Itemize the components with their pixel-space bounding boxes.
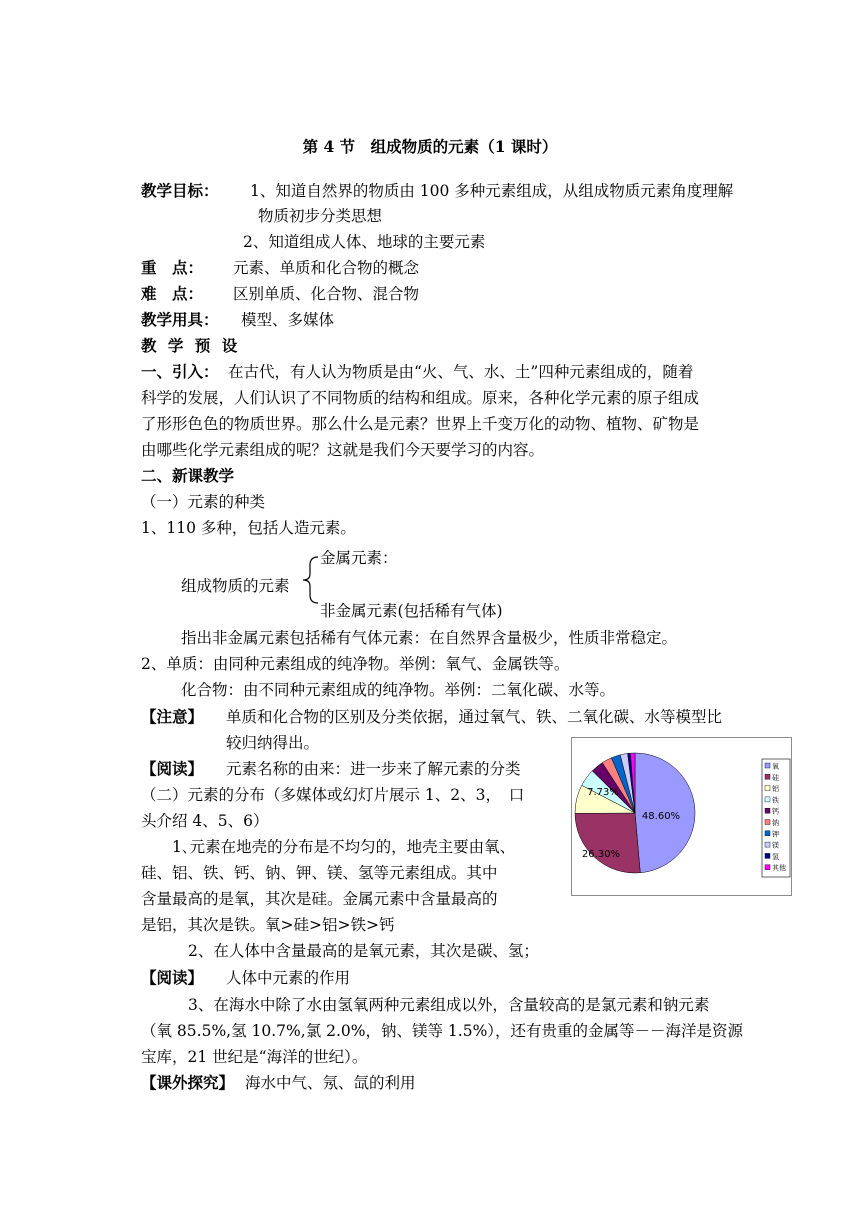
read-text-2: 人体中元素的作用 — [226, 969, 351, 987]
preset-heading: 教 学 预 设 — [141, 336, 241, 355]
read-label-2: 【阅读】 — [141, 968, 204, 987]
legend-label-4: 铁 — [772, 796, 779, 805]
legend-swatch-10 — [765, 865, 770, 870]
intro-line1: 在古代，有人认为物质是由“火、气、水、土”四种元素组成的，随着 — [228, 363, 694, 381]
body-elements: 2、在人体中含量最高的是氧元素，其次是碳、氢； — [188, 942, 539, 960]
sea-line3: 宝库，21 世纪是“海洋的世纪）。 — [141, 1048, 368, 1066]
note-line2: 较归纳得出。 — [226, 734, 320, 752]
tools-label: 教学用具： — [141, 310, 219, 329]
classify-metal: 金属元素： — [320, 549, 398, 567]
read-text-1: 元素名称的由来：进一步来了解元素的分类 — [226, 760, 521, 778]
legend-swatch-2 — [765, 774, 770, 779]
classify-nonmetal: 非金属元素(包括稀有气体) — [320, 602, 503, 620]
legend-swatch-6 — [765, 820, 770, 825]
sea-line1: 3、在海水中除了水由氢氧两种元素组成以外，含量较高的是氯元素和钠元素 — [188, 996, 710, 1014]
legend-label-5: 钙 — [772, 807, 779, 816]
legend-label-8: 镁 — [772, 841, 779, 850]
intro-label: 一、引入： — [141, 362, 219, 381]
tools-text: 模型、多媒体 — [241, 311, 335, 329]
goals-line1: 1、知道自然界的物质由 100 多种元素组成，从组成物质元素角度理解 — [250, 182, 734, 200]
crust-element-pie-chart — [571, 737, 792, 896]
point-1: 1、110 多种，包括人造元素。 — [141, 519, 356, 537]
section-element-kinds: （一）元素的种类 — [141, 493, 266, 511]
intro-line4: 由哪些化学元素组成的呢？这就是我们今天要学习的内容。 — [141, 441, 545, 459]
crust-line3: 含量最高的是氧，其次是硅。金属元素中含量最高的 — [141, 890, 498, 908]
explore-text: 海水中气、氖、氙的利用 — [245, 1074, 416, 1092]
compound-definition: 化合物：由不同种元素组成的纯净物。举例：二氧化碳、水等。 — [181, 681, 616, 699]
legend-label-2: 硅 — [772, 773, 779, 782]
legend-swatch-1 — [765, 763, 770, 768]
new-lesson-heading: 二、新课教学 — [141, 466, 235, 485]
crust-line2: 硅、铝、铁、钙、钠、钾、镁、氢等元素组成。其中 — [141, 864, 498, 882]
difficulty-label: 难 点： — [141, 284, 204, 303]
legend-label-10: 其他 — [772, 864, 786, 873]
legend-label-7: 钾 — [772, 830, 779, 839]
legend-label-6: 钠 — [772, 819, 779, 827]
pie-slice-2 — [575, 813, 640, 873]
goals-label: 教学目标： — [141, 181, 219, 200]
legend-label-1: 氧 — [772, 762, 779, 771]
legend-label-9: 氢 — [772, 852, 779, 861]
sea-line2: （氧 85.5%,氢 10.7%,氯 2.0%，钠、镁等 1.5%），还有贵重的金属等－－海洋是资源 — [141, 1022, 744, 1040]
legend-swatch-8 — [765, 842, 770, 847]
legend-swatch-4 — [765, 797, 770, 802]
note-label: 【注意】 — [141, 707, 204, 726]
intro-line2: 科学的发展，人们认识了不同物质的结构和组成。原来，各种化学元素的原子组成 — [141, 389, 700, 407]
focus-label: 重 点： — [141, 258, 204, 277]
pie-data-label-1: 48.60% — [641, 811, 681, 822]
explore-label: 【课外探究】 — [141, 1073, 235, 1092]
point-2: 2、单质：由同种元素组成的纯净物。举例：氧气、金属铁等。 — [141, 655, 570, 673]
section-distribution-line1: （二）元素的分布（多媒体或幻灯片展示 1、2、3， 口 — [141, 786, 525, 804]
legend-swatch-9 — [765, 853, 770, 858]
crust-line4: 是铝，其次是铁。氧>硅>铝>铁>钙 — [141, 916, 395, 934]
intro-line3: 了形形色色的物质世界。那么什么是元素？世界上千变万化的动物、植物、矿物是 — [141, 415, 700, 433]
page-title: 第 4 节 组成物质的元素（1 课时） — [302, 137, 558, 156]
pie-data-label-3: 7.73% — [587, 787, 619, 798]
section-distribution-line2: 头介绍 4、5、6） — [141, 812, 269, 830]
legend-swatch-7 — [765, 831, 770, 836]
difficulty-text: 区别单质、化合物、混合物 — [233, 285, 420, 303]
note-line1: 单质和化合物的区别及分类依据，通过氧气、铁、二氧化碳、水等模型比 — [226, 708, 723, 726]
classify-root: 组成物质的元素 — [181, 577, 290, 595]
read-label-1: 【阅读】 — [141, 759, 204, 778]
legend-swatch-5 — [765, 808, 770, 813]
goals-line2: 2、知道组成人体、地球的主要元素 — [243, 233, 486, 251]
legend-label-3: 铝 — [772, 785, 779, 794]
pie-chart-svg — [572, 738, 791, 895]
nonmetal-note: 指出非金属元素包括稀有气体元素：在自然界含量极少，性质非常稳定。 — [181, 629, 678, 647]
crust-line1: 1､元素在地壳的分布是不均匀的，地壳主要由氧、 — [172, 838, 516, 856]
focus-text: 元素、单质和化合物的概念 — [233, 259, 420, 277]
brace-icon — [300, 555, 322, 605]
goals-line1b: 物质初步分类思想 — [258, 207, 383, 225]
legend-swatch-3 — [765, 786, 770, 791]
pie-data-label-2: 26.30% — [581, 849, 621, 860]
